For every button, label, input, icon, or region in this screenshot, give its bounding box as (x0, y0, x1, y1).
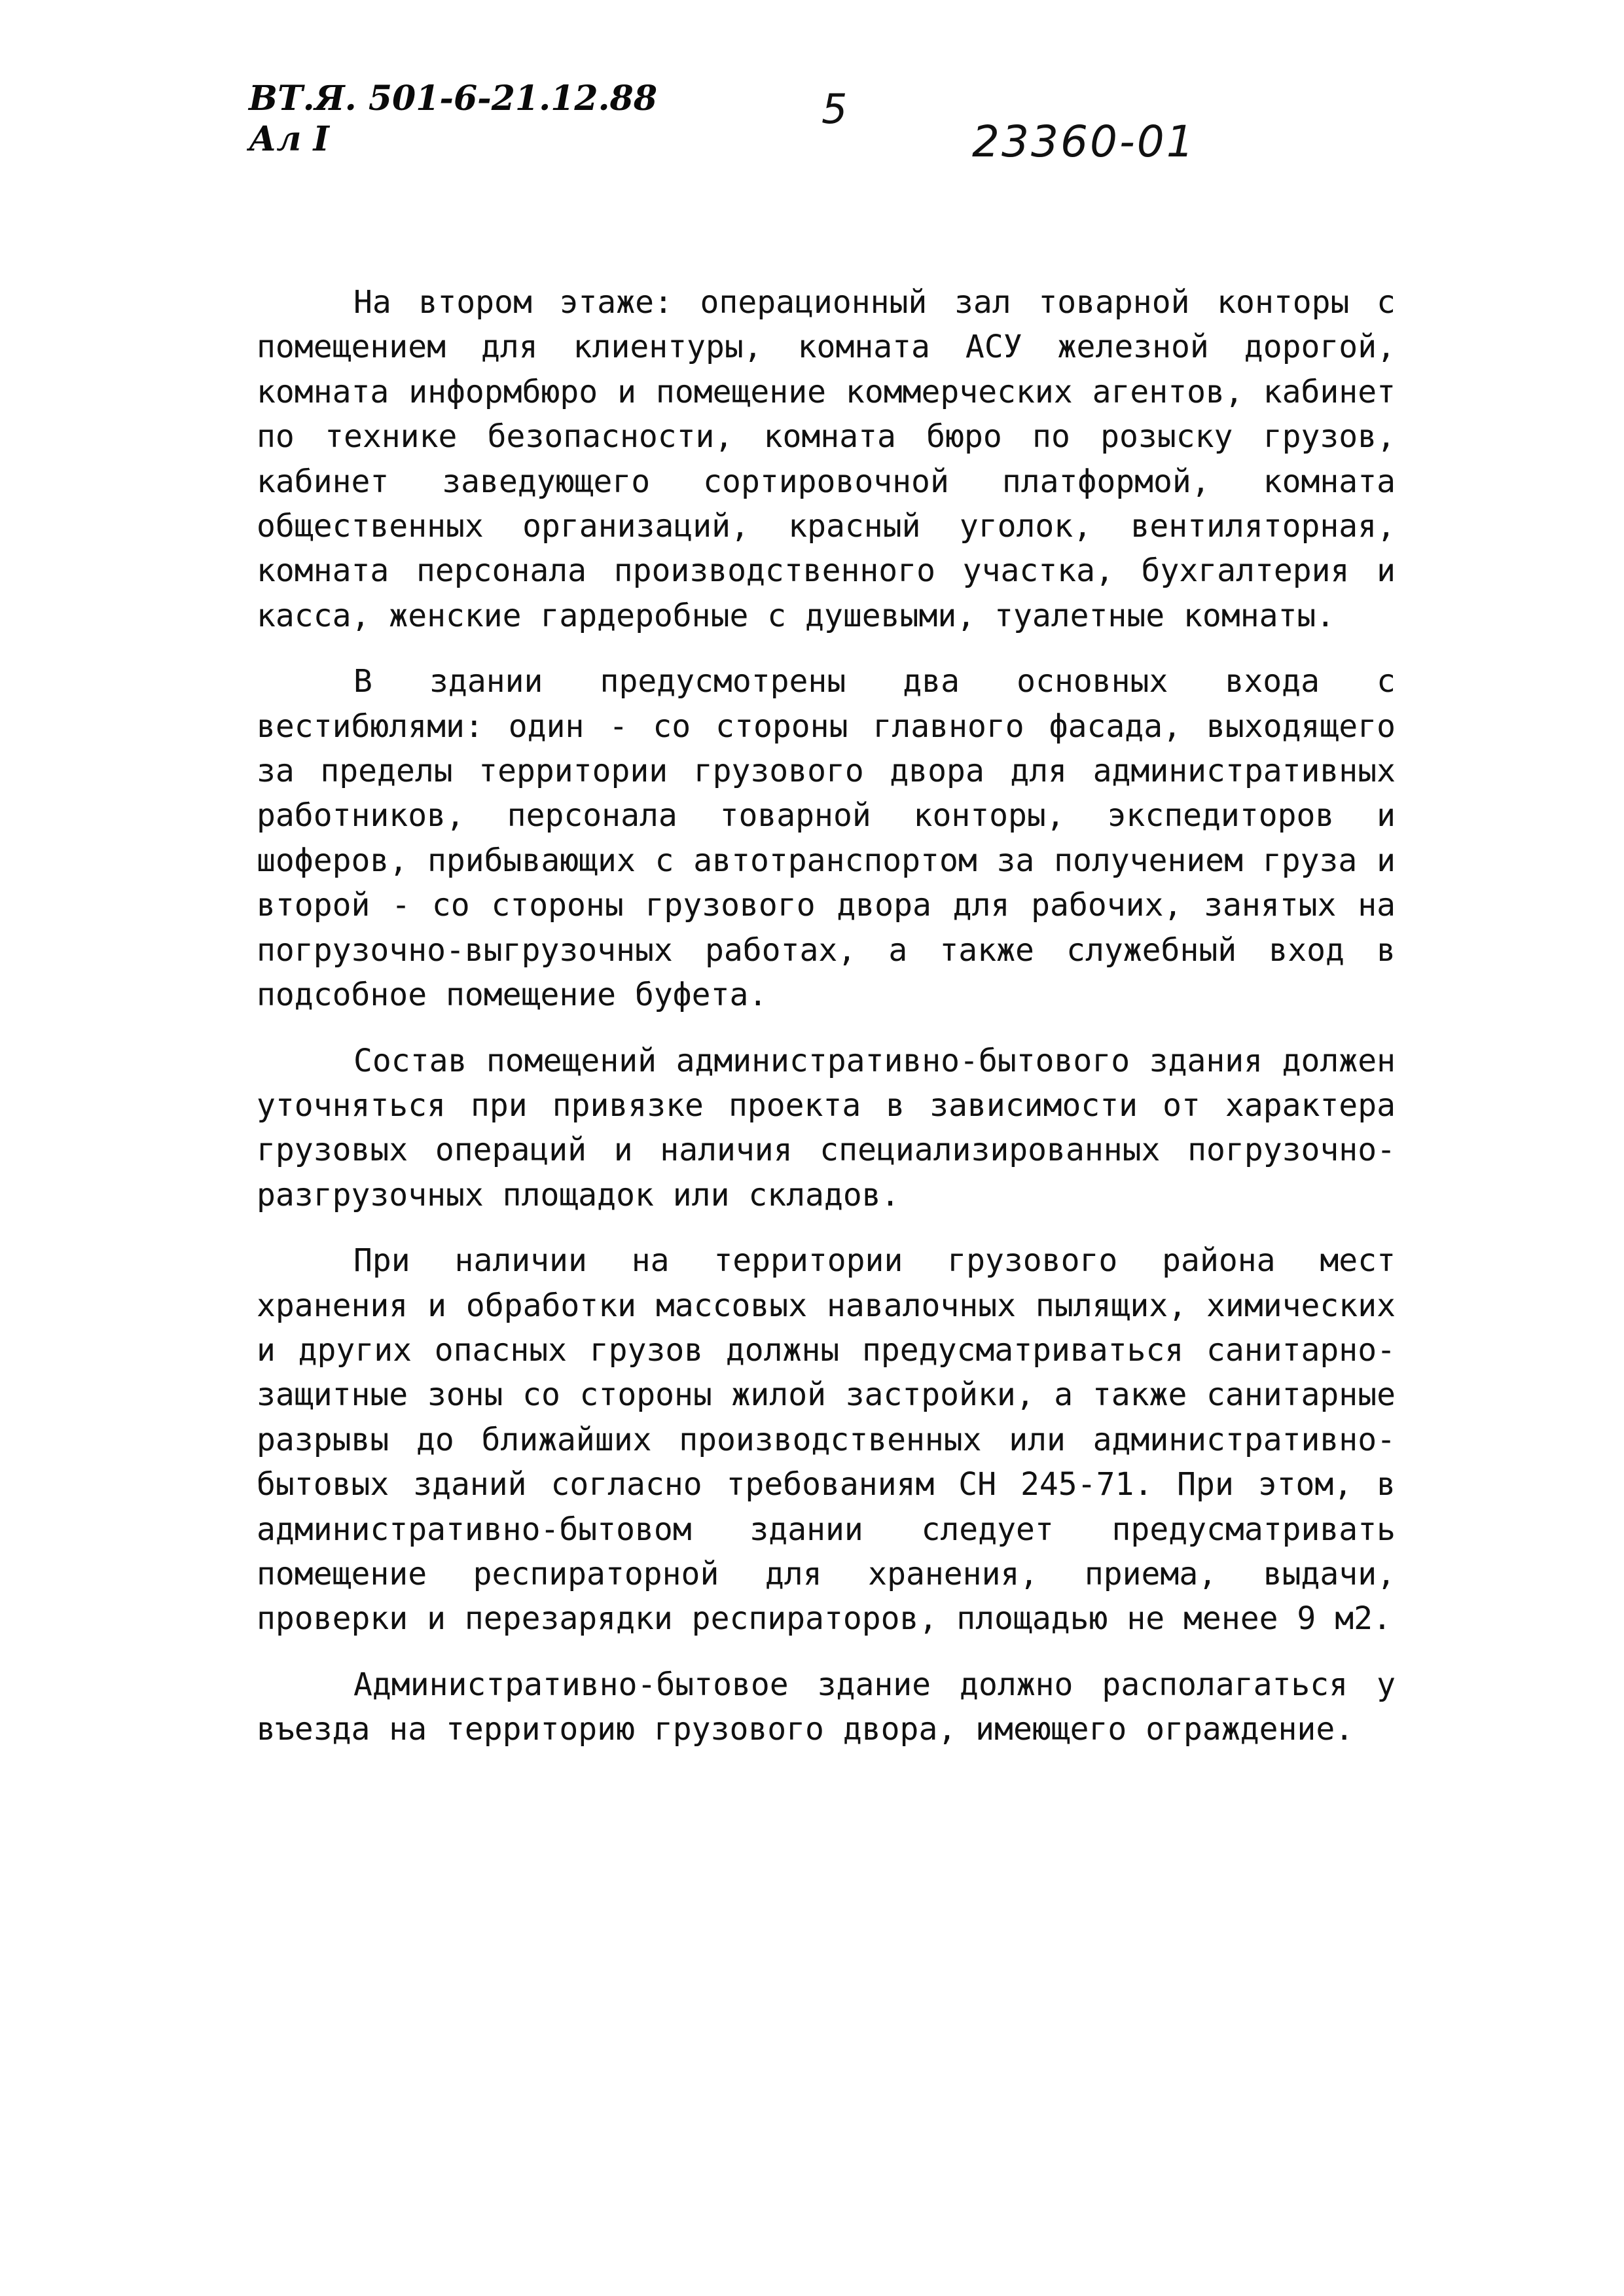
paragraph-sanitary-zones: При наличии на территории грузового района мест хранения и обработки массовых навалочных пылящих, химических и других опасных грузов должны предусматриваться санитарно-защитные зоны со стороны жилой застройки, а также санитарные разрывы до ближайших производственных или административно-бытовых зданий согласно требованиям СН 245-71. При этом, в административно-бытовом здании следует предусматривать помещение респираторной для хранения, приема, выдачи, проверки и перезарядки респираторов, площадью не менее 9 м2. (257, 1242, 1396, 1638)
paragraph-room-composition: Состав помещений административно-бытового здания должен уточняться при привязке проекта в зависимости от характера грузовых операций и наличия специализированных погрузочно-разгрузочных площадок или складов. (257, 1042, 1396, 1213)
document-stamp (249, 79, 657, 160)
paragraph-second-floor-rooms: На втором этаже: операционный зал товарной конторы с помещением для клиентуры, комната АСУ железной дорогой, комната информбюро и помещение коммерческих агентов, кабинет по технике безопасности, комната бюро по розыску грузов, кабинет заведующего сортировочной платформой, комната общественных организаций, красный уголок, вентиляторная, комната персонала производственного участка, бухгалтерия и касса, женские гардеробные с душевыми, туалетные комнаты. (257, 284, 1396, 634)
paragraph-building-entrances: В здании предусмотрены два основных входа с вестибюлями: один - со стороны главного фасада, выходящего за пределы территории грузового двора для административных работников, персонала товарной конторы, экспедиторов и шоферов, прибывающих с автотранспортом за получением груза и второй - со стороны грузового двора для рабочих, занятых на погрузочно-выгрузочных работах, а также служебный вход в подсобное помещение буфета. (257, 663, 1396, 1014)
stamp-line-2: Ал I (249, 119, 329, 159)
page-number: 5 (821, 85, 848, 133)
document-body (257, 280, 1396, 1752)
document-number: 23360-01 (972, 117, 1196, 167)
paragraph-building-location: Административно-бытовое здание должно располагаться у въезда на территорию грузового двора, имеющего ограждение. (257, 1666, 1396, 1748)
stamp-line-1: ВТ.Я. 501-6-21.12.88 (249, 79, 657, 118)
